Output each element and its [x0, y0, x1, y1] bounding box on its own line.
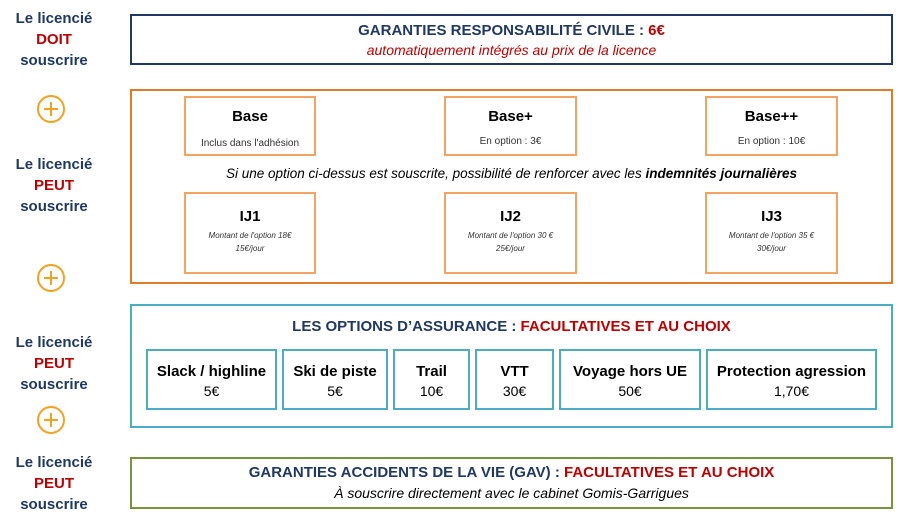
rc-box — [130, 14, 893, 65]
ij-note: Si une option ci-dessus est souscrite, possibilité de renforcer avec les indemnités journalières — [225, 166, 797, 181]
assurance-title: LES OPTIONS D’ASSURANCE : FACULTATIVES ET AU CHOIX — [292, 318, 731, 335]
side-label-can-3: Le licencié PEUT souscrire — [15, 454, 93, 513]
option-protection-agression: Protection agression 1,70€ — [706, 349, 877, 410]
option-voyage-hors-ue: Voyage hors UE 50€ — [559, 349, 701, 410]
option-ij3: IJ3 Montant de l'option 35 € 30€/jour — [705, 192, 838, 274]
gav-title: GARANTIES ACCIDENTS DE LA VIE (GAV) : FACULTATIVES ET AU CHOIX — [248, 464, 775, 481]
gav-subtitle: À souscrire directement avec le cabinet Gomis-Garrigues — [334, 485, 689, 501]
option-base: Base Inclus dans l'adhésion — [184, 96, 316, 156]
option-trail: Trail 10€ — [393, 349, 470, 410]
rc-title: GARANTIES RESPONSABILITÉ CIVILE : 6€ — [358, 22, 665, 39]
gav-box — [130, 457, 893, 509]
option-ij2: IJ2 Montant de l'option 30 € 25€/jour — [444, 192, 577, 274]
option-base-plus: Base+ En option : 3€ — [444, 96, 577, 156]
option-ski-de-piste: Ski de piste 5€ — [282, 349, 388, 410]
option-ij1: IJ1 Montant de l'option 18€ 15€/jour — [184, 192, 316, 274]
option-slack-highline: Slack / highline 5€ — [146, 349, 277, 410]
side-label-must: Le licencié DOIT souscrire — [15, 10, 93, 69]
option-base-plus-plus: Base++ En option : 10€ — [705, 96, 838, 156]
plus-icon — [37, 95, 65, 123]
plus-icon — [37, 406, 65, 434]
side-label-can-2: Le licencié PEUT souscrire — [15, 334, 93, 393]
side-label-can-1: Le licencié PEUT souscrire — [15, 156, 93, 215]
rc-subtitle: automatiquement intégrés au prix de la licence — [366, 42, 657, 58]
plus-icon — [37, 264, 65, 292]
option-vtt: VTT 30€ — [475, 349, 554, 410]
